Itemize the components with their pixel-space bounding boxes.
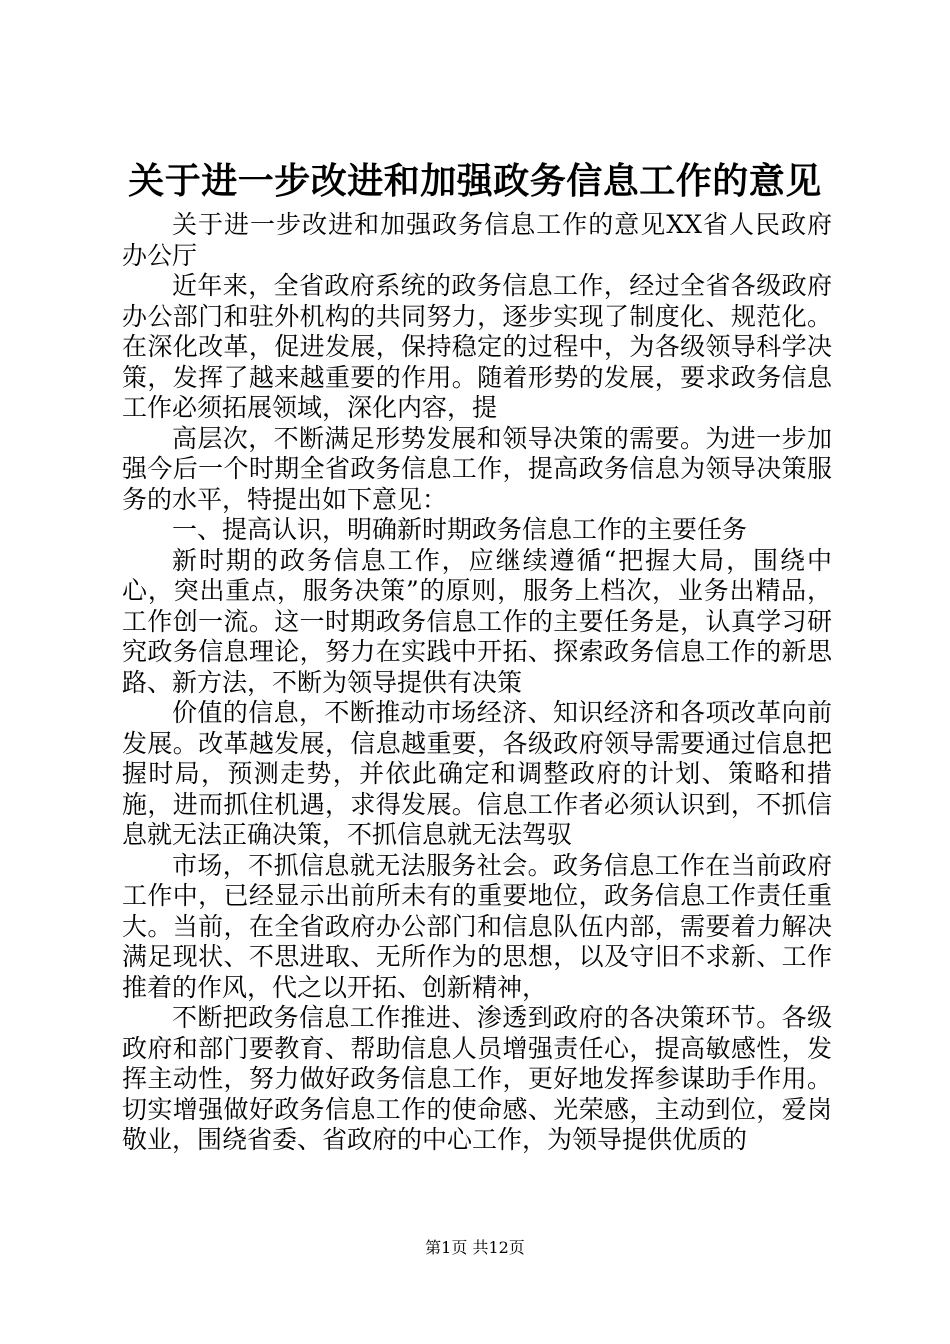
paragraph: 价值的信息，不断推动市场经济、知识经济和各项改革向前发展。改革越发展，信息越重要，各级政府领导需要通过信息把握时局，预测走势，并依此确定和调整政府的计划、策略和措施，进而抓住机遇，求得发展。信息工作者必须认识到，不抓信息就无法正确决策，不抓信息就无法驾驭: [122, 698, 832, 849]
document-title: 关于进一步改进和加强政务信息工作的意见: [128, 160, 822, 202]
page-footer: 第1页 共12页: [425, 1238, 525, 1257]
section-heading: 一、提高认识，明确新时期政务信息工作的主要任务: [172, 515, 748, 544]
paragraph: 近年来，全省政府系统的政务信息工作，经过全省各级政府办公部门和驻外机构的共同努力，逐步实现了制度化、规范化。在深化改革，促进发展，保持稳定的过程中，为各级领导科学决策，发挥了越来越重要的作用。随着形势的发展，要求政务信息工作必须拓展领域，深化内容，提: [122, 271, 832, 422]
paragraph: 新时期的政务信息工作，应继续遵循“把握大局，围绕中心，突出重点，服务决策”的原则，服务上档次，业务出精品，工作创一流。这一时期政务信息工作的主要任务是，认真学习研究政务信息理论，努力在实践中开拓、探索政务信息工作的新思路、新方法，不断为领导提供有决策: [122, 545, 832, 697]
paragraph: 高层次，不断满足形势发展和领导决策的需要。为进一步加强今后一个时期全省政务信息工作，提高政务信息为领导决策服务的水平，特提出如下意见：: [122, 423, 832, 514]
paragraph: 不断把政务信息工作推进、渗透到政府的各决策环节。各级政府和部门要教育、帮助信息人员增强责任心，提高敏感性，发挥主动性，努力做好政务信息工作，更好地发挥参谋助手作用。切实增强做好政务信息工作的使命感、光荣感，主动到位，爱岗敬业，围绕省委、省政府的中心工作，为领导提供优质的: [122, 1003, 832, 1154]
paragraph: 市场，不抓信息就无法服务社会。政务信息工作在当前政府工作中，已经显示出前所未有的重要地位，政务信息工作责任重大。当前，在全省政府办公部门和信息队伍内部，需要着力解决满足现状、不思进取、无所作为的思想，以及守旧不求新、工作推着的作风，代之以开拓、创新精神，: [122, 850, 832, 1002]
paragraph: 关于进一步改进和加强政务信息工作的意见XX省人民政府办公厅: [122, 210, 832, 270]
document-body: [122, 210, 832, 1156]
